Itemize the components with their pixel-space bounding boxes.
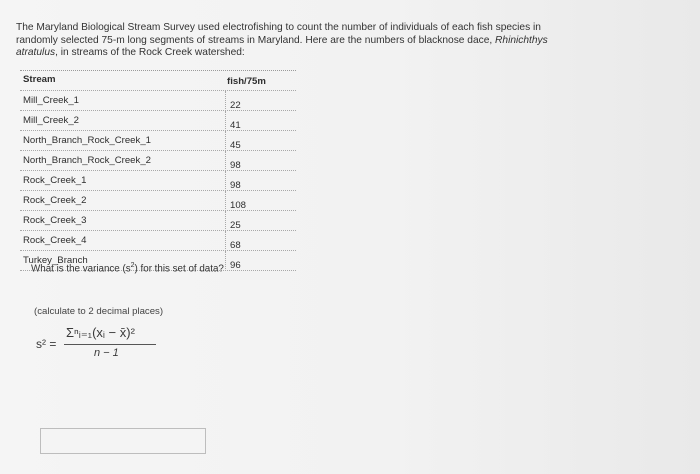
fish-count: 68 <box>230 240 241 251</box>
stream-name: Mill_Creek_1 <box>23 95 79 106</box>
stream-name: Mill_Creek_2 <box>23 115 79 126</box>
question-before: What is the variance (s <box>31 263 131 275</box>
table-row <box>20 91 296 111</box>
fish-count: 108 <box>230 200 247 211</box>
stream-name: Rock_Creek_4 <box>23 235 87 246</box>
stream-name: Rock_Creek_1 <box>23 175 87 186</box>
fish-count-cell <box>225 171 291 189</box>
species-genus: Rhinichthys <box>495 34 548 46</box>
fraction-bar <box>64 344 156 345</box>
fish-count: 96 <box>230 260 241 271</box>
fish-count-cell <box>225 111 291 129</box>
fish-count: 41 <box>230 120 241 131</box>
fish-count-cell <box>225 151 291 169</box>
formula-numerator: Σⁿᵢ₌₁(xᵢ − x̄)² <box>66 325 135 340</box>
table-row <box>20 111 296 131</box>
header-fish: fish/75m <box>227 76 266 87</box>
decimal-hint: (calculate to 2 decimal places) <box>34 306 164 317</box>
intro-line-2: randomly selected 75-m long segments of streams in Maryland. Here are the numbers of blacknose dace, <box>16 34 496 46</box>
fish-count: 98 <box>230 180 241 191</box>
stream-data-table <box>20 70 296 271</box>
stream-name: Rock_Creek_3 <box>23 215 87 226</box>
table-row <box>20 211 296 231</box>
stream-name: Rock_Creek_2 <box>23 195 87 206</box>
header-fish-cell <box>225 71 291 89</box>
formula-lhs: s² = <box>36 337 57 351</box>
fish-count-cell <box>225 91 291 109</box>
fish-count: 98 <box>230 160 241 171</box>
answer-input[interactable] <box>40 428 206 454</box>
question-superscript: 2 <box>130 262 135 269</box>
question-text <box>31 262 224 274</box>
table-row <box>20 231 296 251</box>
table-row <box>20 171 296 191</box>
fish-count-cell <box>225 131 291 149</box>
fish-count: 25 <box>230 220 241 231</box>
intro-line-1: The Maryland Biological Stream Survey used electrofishing to count the number of individuals of each fish species in <box>16 22 541 33</box>
fish-count-cell <box>225 191 291 209</box>
fish-count-cell <box>225 251 291 269</box>
stream-name: Turkey_Branch <box>23 255 88 266</box>
stream-name: North_Branch_Rock_Creek_2 <box>23 155 151 166</box>
fish-count-cell <box>225 211 291 229</box>
variance-formula <box>36 325 176 365</box>
intro-line-3: , in streams of the Rock Creek watershed: <box>55 47 245 58</box>
header-stream: Stream <box>23 74 56 85</box>
fish-count: 45 <box>230 140 241 151</box>
table-header-row <box>20 71 296 91</box>
question-after: ) for this set of data? <box>134 263 224 275</box>
fish-count-cell <box>225 231 291 249</box>
formula-denominator: n − 1 <box>94 347 119 359</box>
table-row <box>20 191 296 211</box>
stream-name: North_Branch_Rock_Creek_1 <box>23 135 151 146</box>
fish-count: 22 <box>230 100 241 111</box>
table-row <box>20 131 296 151</box>
table-row <box>20 151 296 171</box>
problem-intro <box>16 22 606 60</box>
species-epithet: atratulus <box>16 47 56 58</box>
